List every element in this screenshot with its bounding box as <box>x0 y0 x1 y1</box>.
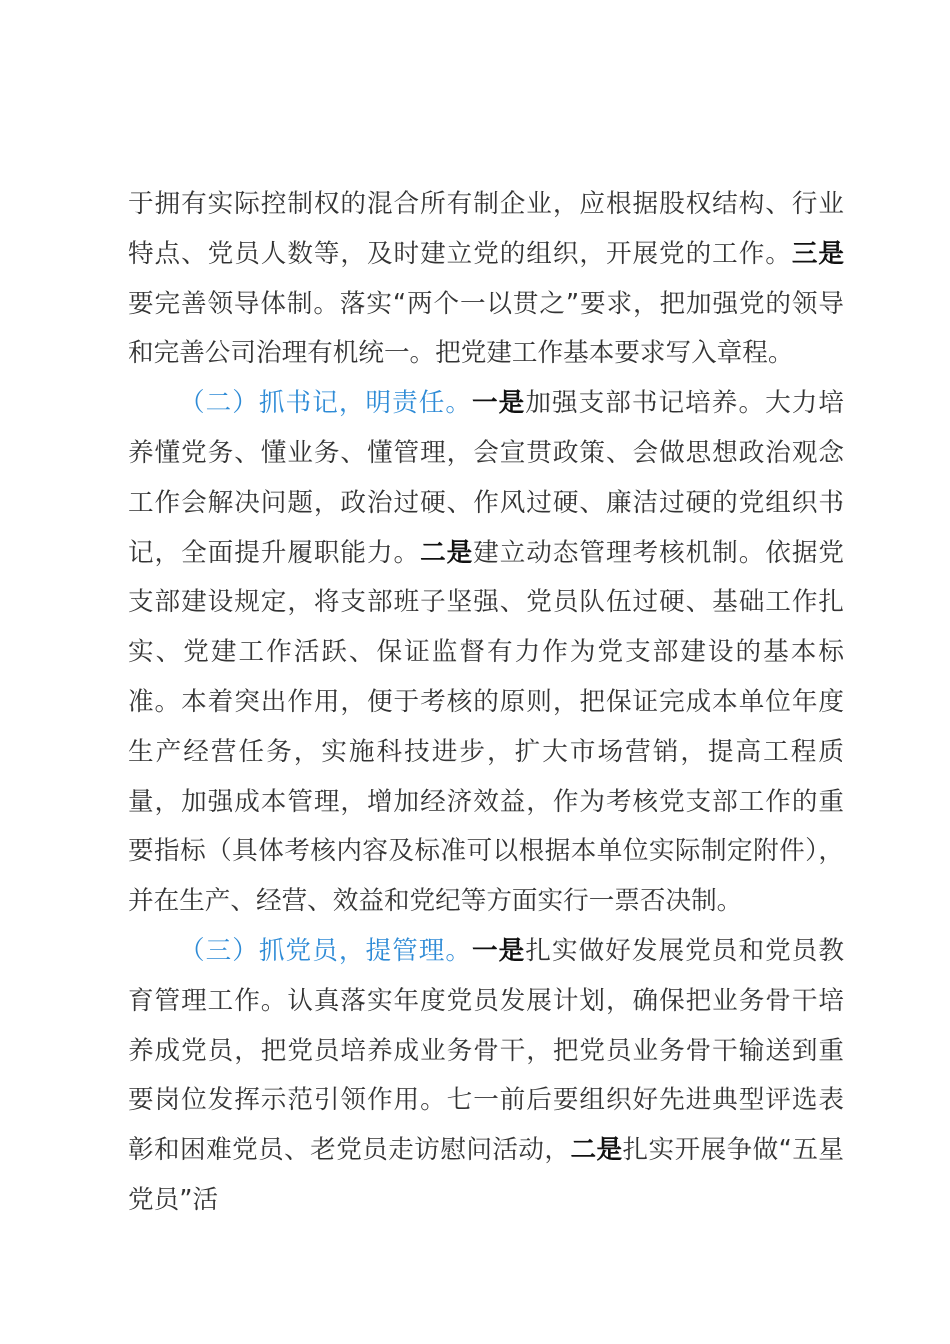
p1-bold-marker: 三是 <box>791 238 844 269</box>
p3-section-heading: （三）抓党员，提管理。 <box>179 935 473 966</box>
p3-text-2: 扎实开展争做“五星党员”活 <box>128 1135 844 1215</box>
p2-bold-marker-2: 二是 <box>420 537 474 568</box>
paragraph-3 <box>128 927 844 1226</box>
paragraph-1 <box>128 180 844 379</box>
p3-text-1: 扎实做好发展党员和党员教育管理工作。认真落实年度党员发展计划，确保把业务骨干培养成党员，把党员培养成业务骨干，把党员业务骨干输送到重要岗位发挥示范引领作用。七一前后要组织好先进典型评选表彰和困难党员、老党员走访慰问活动， <box>128 935 844 1166</box>
paragraph-2 <box>128 379 844 927</box>
p3-bold-marker-2: 二是 <box>570 1135 623 1166</box>
p1-text-1: 于拥有实际控制权的混合所有制企业，应根据股权结构、行业特点、党员人数等，及时建立党的组织，开展党的工作。 <box>128 189 844 269</box>
document-page <box>128 180 844 1226</box>
p2-text-1: 加强支部书记培养。大力培养懂党务、懂业务、懂管理，会宣贯政策、会做思想政治观念工作会解决问题，政治过硬、作风过硬、廉洁过硬的党组织书记，全面提升履职能力。 <box>128 388 844 568</box>
p2-text-2: 建立动态管理考核机制。依据党支部建设规定，将支部班子坚强、党员队伍过硬、基础工作扎实、党建工作活跃、保证监督有力作为党支部建设的基本标准。本着突出作用，便于考核的原则，把保证完成本单位年度生产经营任务，实施科技进步，扩大市场营销，提高工程质量，加强成本管理，增加经济效益，作为考核党支部工作的重要指标（具体考核内容及标准可以根据本单位实际制定附件），并在生产、经营、效益和党纪等方面实行一票否决制。 <box>128 537 844 917</box>
p1-text-2: 要完善领导体制。落实“两个一以贯之”要求，把加强党的领导和完善公司治理有机统一。把党建工作基本要求写入章程。 <box>128 288 844 369</box>
p2-section-heading: （二）抓书记，明责任。 <box>179 388 473 419</box>
p2-bold-marker-1: 一是 <box>472 388 526 419</box>
p3-bold-marker-1: 一是 <box>472 935 526 966</box>
